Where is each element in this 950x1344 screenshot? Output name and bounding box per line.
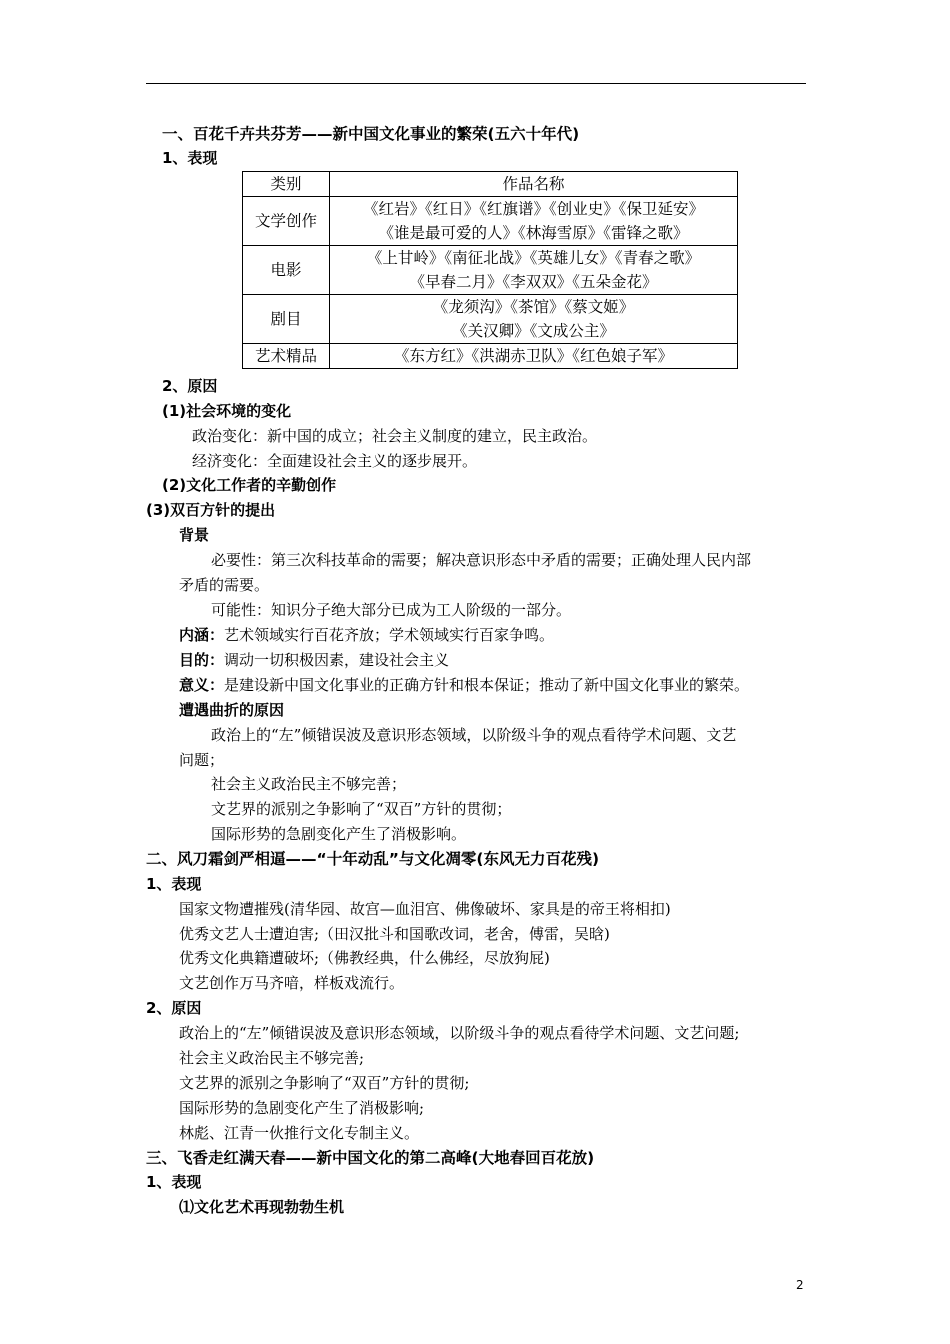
table-row	[243, 295, 738, 344]
table-cell-category: 剧目	[243, 295, 330, 344]
setback-line2: 社会主义政治民主不够完善；	[211, 775, 407, 793]
section3-heading: 三、飞香走红满天春——新中国文化的第二高峰(大地春回百花放)	[146, 1149, 595, 1167]
works-line: 《谁是最可爱的人》《林海雪原》《雷锋之歌》	[378, 224, 689, 242]
politics-text: 政治变化：新中国的成立；社会主义制度的建立，民主政治。	[192, 427, 598, 445]
purpose-line	[179, 650, 449, 670]
table-cell-category: 电影	[243, 246, 330, 295]
section2-r4: 国际形势的急剧变化产生了消极影响;	[179, 1099, 425, 1117]
table-cell-works	[330, 197, 738, 246]
setback-line1b: 问题；	[179, 751, 225, 769]
header-rule	[146, 83, 806, 84]
section2-r3: 文艺界的派别之争影响了“双百”方针的贯彻;	[179, 1074, 470, 1092]
meaning-label: 意义：	[179, 676, 225, 694]
cause3-heading: (3)双百方针的提出	[146, 501, 276, 519]
necessity-line1: 必要性：第三次科技革命的需要；解决意识形态中矛盾的需要；正确处理人民内部	[211, 551, 752, 569]
works-line: 《上甘岭》《南征北战》《英雄儿女》《青春之歌》	[366, 249, 701, 267]
section2-p1: 国家文物遭摧残(清华园、故宫—血泪宫、佛像破坏、家具是的帝王将相扣)	[179, 900, 671, 918]
content-label: 内涵：	[179, 626, 225, 644]
works-line: 《龙须沟》《茶馆》《蔡文姬》	[432, 298, 635, 316]
section2-heading: 二、风刀霜剑严相逼——“十年动乱”与文化凋零(东风无力百花残)	[146, 850, 600, 868]
economy-text: 经济变化：全面建设社会主义的逐步展开。	[192, 452, 478, 470]
table-cell-works	[330, 344, 738, 369]
section2-sub1: 1、表现	[146, 875, 202, 893]
table-row	[243, 344, 738, 369]
table-cell-works	[330, 295, 738, 344]
section3-sub1: 1、表现	[146, 1173, 202, 1191]
section2-r5: 林彪、江青一伙推行文化专制主义。	[179, 1124, 420, 1142]
content-line	[179, 625, 554, 645]
section2-sub2: 2、原因	[146, 999, 202, 1017]
section1-sub2: 2、原因	[162, 377, 218, 395]
section1-sub1: 1、表现	[162, 149, 218, 167]
table-cell-category: 艺术精品	[243, 344, 330, 369]
meaning-line	[179, 675, 749, 695]
table-cell-works	[330, 246, 738, 295]
cause1-heading: (1)社会环境的变化	[162, 402, 292, 420]
section2-r2: 社会主义政治民主不够完善;	[179, 1049, 365, 1067]
content-text: 艺术领域实行百花齐放；学术领域实行百家争鸣。	[224, 626, 555, 644]
section2-p4: 文艺创作万马齐喑，样板戏流行。	[179, 974, 405, 992]
works-line: 《早春二月》《李双双》《五朵金花》	[409, 273, 658, 291]
works-line: 《东方红》《洪湖赤卫队》《红色娘子军》	[393, 347, 673, 365]
table-header-row	[243, 172, 738, 197]
setback-line1a: 政治上的“左”倾错误波及意识形态领域，以阶级斗争的观点看待学术问题、文艺	[211, 726, 737, 744]
necessity-line2: 矛盾的需要。	[179, 576, 270, 594]
section1-heading: 一、百花千卉共芬芳——新中国文化事业的繁荣(五六十年代)	[162, 125, 580, 143]
works-line: 《红岩》《红日》《红旗谱》《创业史》《保卫延安》	[362, 200, 704, 218]
section3-item1: ⑴文化艺术再现勃勃生机	[179, 1198, 345, 1216]
table-header-works: 作品名称	[330, 172, 738, 197]
cause2-heading: (2)文化工作者的辛勤创作	[162, 476, 337, 494]
setback-line4: 国际形势的急剧变化产生了消极影响。	[211, 825, 467, 843]
works-line: 《关汉卿》《文成公主》	[452, 322, 615, 340]
setback-heading: 遭遇曲折的原因	[179, 701, 285, 719]
section2-r1: 政治上的“左”倾错误波及意识形态领域，以阶级斗争的观点看待学术问题、文艺问题;	[179, 1024, 740, 1042]
section2-p2: 优秀文艺人士遭迫害;（田汉批斗和国歌改词，老舍，傅雷，吴晗)	[179, 925, 610, 943]
background-label: 背景	[179, 526, 210, 544]
table-header-category: 类别	[243, 172, 330, 197]
purpose-text: 调动一切积极因素，建设社会主义	[224, 651, 450, 669]
table-row	[243, 246, 738, 295]
table-row	[243, 197, 738, 246]
page-number: 2	[796, 1278, 804, 1292]
possibility-text: 可能性：知识分子绝大部分已成为工人阶级的一部分。	[211, 601, 572, 619]
purpose-label: 目的：	[179, 651, 225, 669]
setback-line3: 文艺界的派别之争影响了“双百”方针的贯彻；	[211, 800, 512, 818]
table-cell-category: 文学创作	[243, 197, 330, 246]
works-table	[242, 171, 738, 369]
meaning-text: 是建设新中国文化事业的正确方针和根本保证；推动了新中国文化事业的繁荣。	[224, 676, 750, 694]
section2-p3: 优秀文化典籍遭破坏;（佛教经典，什么佛经，尽放狗屁)	[179, 949, 550, 967]
